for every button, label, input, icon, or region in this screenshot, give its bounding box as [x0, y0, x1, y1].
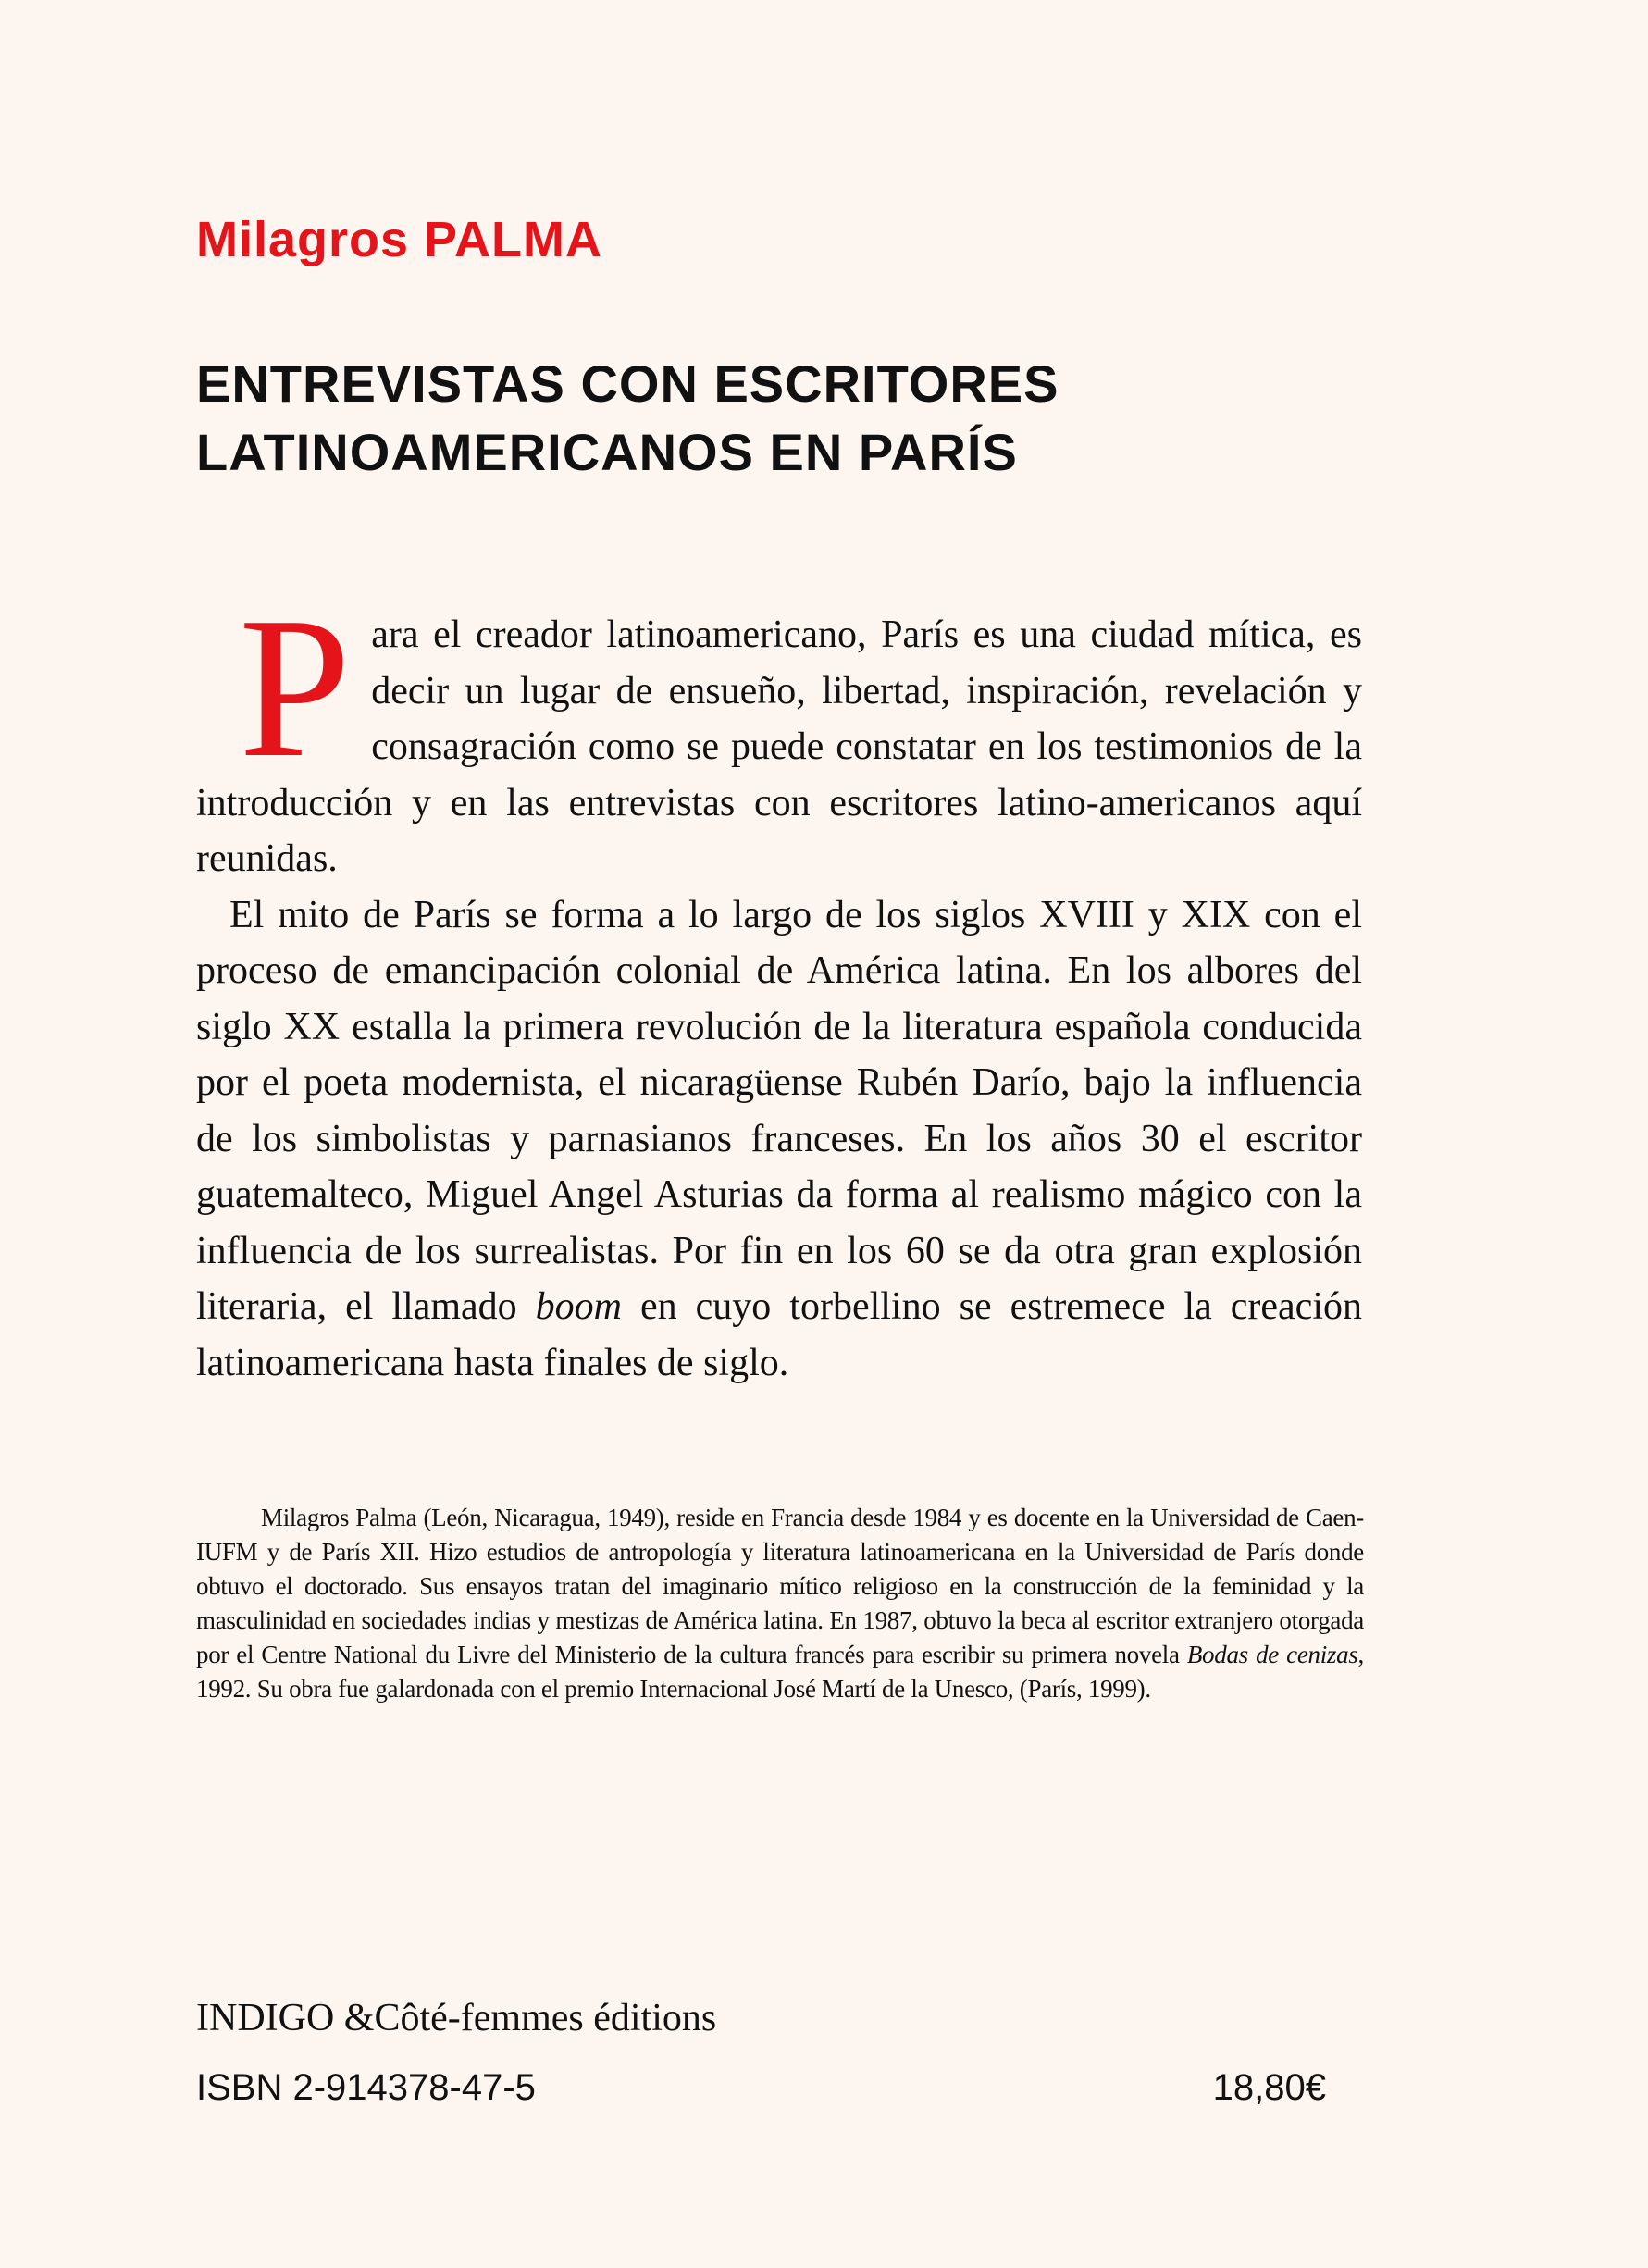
paragraph-2-italic: boom	[535, 1285, 623, 1328]
bio-novel-title: Bodas de cenizas	[1186, 1641, 1358, 1668]
paragraph-2-text-b: en cuyo torbellino se estremece la creación latinoamericana hasta finales de siglo.	[196, 1285, 1362, 1384]
bio-text-a: Milagros Palma (León, Nicaragua, 1949), reside en Francia desde 1984 y es docente en la Universidad de Caen-IUFM y de París XII. Hizo estudios de antropología y literatura latinoamericana en la Universidad de París donde obtuvo el doctorado. Sus ensayos tratan del imaginario mítico religioso en la construcción de la feminidad y la masculinidad en sociedades indias y mestizas de América latina. En 1987, obtuvo la beca al escritor extranjero otorgada por el Centre National du Livre del Ministerio de la cultura francés para escribir su primera novela	[196, 1504, 1364, 1668]
book-title	[196, 350, 1510, 487]
paragraph-1	[196, 576, 1362, 887]
price: 18,80€	[1212, 2067, 1326, 2108]
author-name: Milagros PALMA	[196, 212, 603, 267]
publisher: INDIGO &Côté-femmes éditions	[196, 1997, 717, 2039]
bio-paragraph	[196, 1501, 1364, 1706]
bio-text-b: , 1992. Su obra fue galardonada con el premio Internacional José Martí de la Unesco, (París, 1999).	[196, 1641, 1364, 1703]
isbn: ISBN 2-914378-47-5	[196, 2067, 536, 2108]
blurb	[196, 576, 1362, 1391]
paragraph-1-text: ara el creador latinoamericano, París es una ciudad mítica, es decir un lugar de ensueño, libertad, inspiración, revelación y consagración como se puede constatar en los testimonios de la introducción y en las entrevistas con escritores latino-americanos aquí reunidas.	[196, 613, 1362, 880]
paragraph-2-text-a: El mito de París se forma a lo largo de los siglos XVIII y XIX con el proceso de emancipación colonial de América latina. En los albores del siglo XX estalla la primera revolución de la literatura española conducida por el poeta modernista, el nicaragüense Rubén Darío, bajo la influencia de los simbolistas y parnasianos franceses. En los años 30 el escritor guatemalteco, Miguel Angel Asturias da forma al realismo mágico con la influencia de los surrealistas. Por fin en los 60 se da otra gran explosión literaria, el llamado	[196, 893, 1362, 1328]
author-bio	[196, 1501, 1364, 1706]
paragraph-2	[196, 887, 1362, 1392]
title-line-2: LATINOAMERICANOS EN PARÍS	[196, 423, 1018, 481]
drop-cap: P	[239, 576, 352, 799]
title-line-1: ENTREVISTAS CON ESCRITORES	[196, 354, 1059, 413]
